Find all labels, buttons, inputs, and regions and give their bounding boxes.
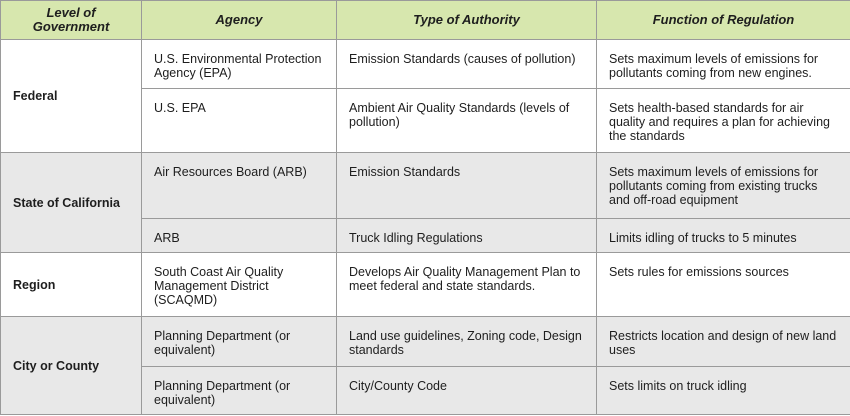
authority-cell: Ambient Air Quality Standards (levels of pollution) bbox=[337, 89, 597, 153]
table-row bbox=[1, 317, 850, 367]
header-function: Function of Regulation bbox=[597, 1, 850, 40]
function-cell: Sets maximum levels of emissions for pollutants coming from existing trucks and off-road equipment bbox=[597, 153, 850, 219]
level-region: Region bbox=[1, 253, 142, 317]
level-federal: Federal bbox=[1, 40, 142, 153]
authority-cell: Land use guidelines, Zoning code, Design standards bbox=[337, 317, 597, 367]
function-cell: Restricts location and design of new land uses bbox=[597, 317, 850, 367]
authority-cell: Truck Idling Regulations bbox=[337, 219, 597, 253]
function-cell: Sets rules for emissions sources bbox=[597, 253, 850, 317]
level-city-county: City or County bbox=[1, 317, 142, 415]
authority-cell: Develops Air Quality Management Plan to meet federal and state standards. bbox=[337, 253, 597, 317]
function-cell: Sets limits on truck idling bbox=[597, 367, 850, 415]
header-row bbox=[1, 1, 850, 40]
table-row bbox=[1, 40, 850, 89]
agency-cell: South Coast Air Quality Management District (SCAQMD) bbox=[142, 253, 337, 317]
table-row bbox=[1, 153, 850, 219]
authority-cell: Emission Standards bbox=[337, 153, 597, 219]
level-state: State of California bbox=[1, 153, 142, 253]
authority-cell: City/County Code bbox=[337, 367, 597, 415]
agency-cell: Air Resources Board (ARB) bbox=[142, 153, 337, 219]
function-cell: Sets health-based standards for air quality and requires a plan for achieving the standards bbox=[597, 89, 850, 153]
agency-cell: ARB bbox=[142, 219, 337, 253]
agency-cell: Planning Department (or equivalent) bbox=[142, 367, 337, 415]
authority-cell: Emission Standards (causes of pollution) bbox=[337, 40, 597, 89]
header-authority: Type of Authority bbox=[337, 1, 597, 40]
function-cell: Sets maximum levels of emissions for pollutants coming from new engines. bbox=[597, 40, 850, 89]
agency-cell: U.S. EPA bbox=[142, 89, 337, 153]
function-cell: Limits idling of trucks to 5 minutes bbox=[597, 219, 850, 253]
table-row bbox=[1, 253, 850, 317]
header-level: Level of Government bbox=[1, 1, 142, 40]
agency-cell: Planning Department (or equivalent) bbox=[142, 317, 337, 367]
header-agency: Agency bbox=[142, 1, 337, 40]
agency-cell: U.S. Environmental Protection Agency (EPA) bbox=[142, 40, 337, 89]
